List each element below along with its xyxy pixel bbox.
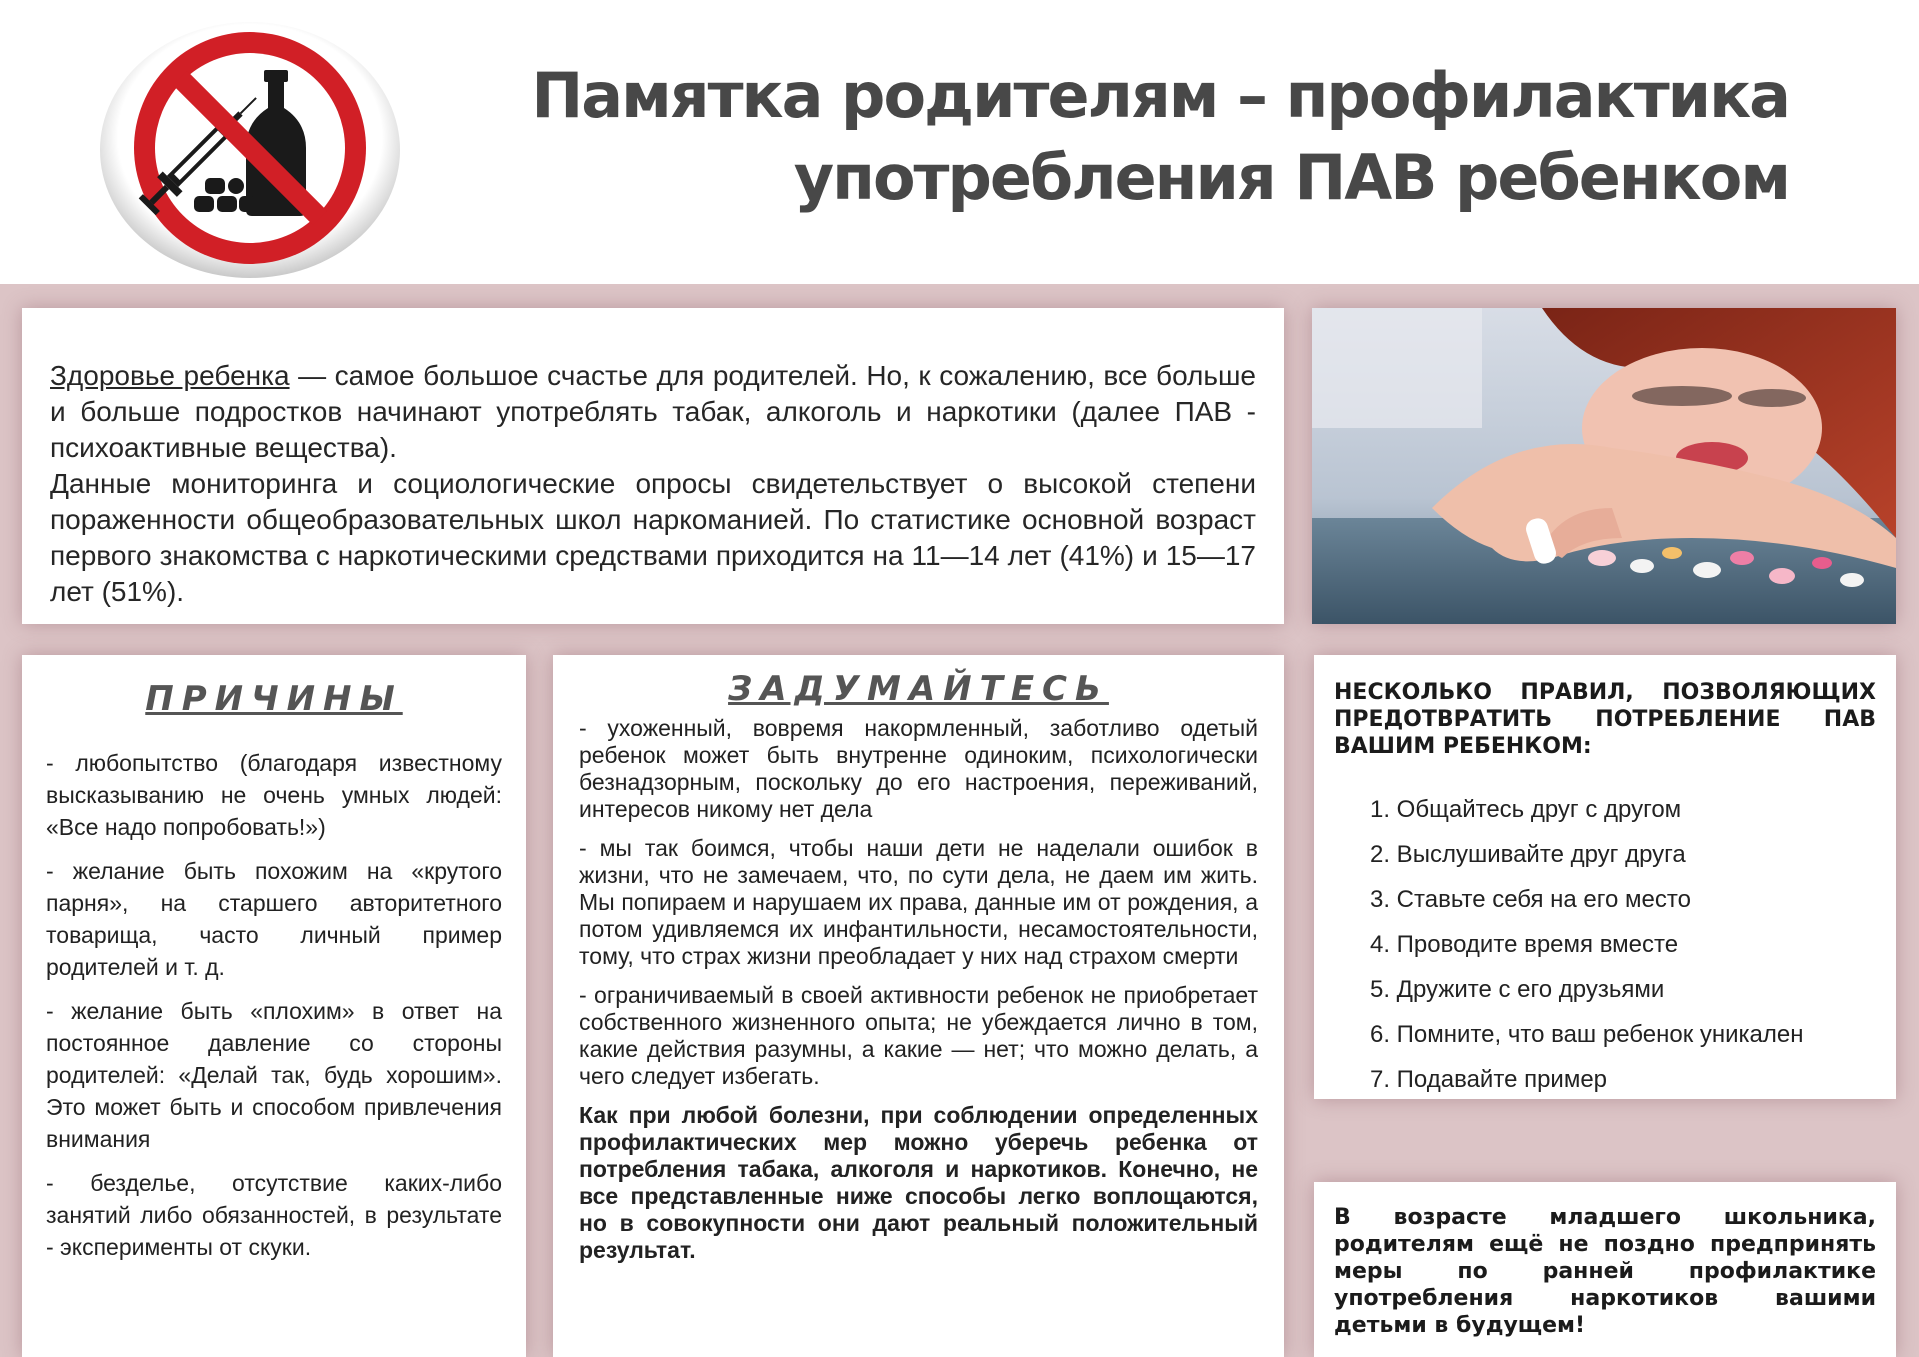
page-title bbox=[531, 55, 1789, 219]
title-line-1: Памятка родителям – профилактика bbox=[531, 59, 1789, 132]
think-item-3: - ограничиваемый в своей активности ребенок не приобретает собственного жизненного опыта; не убеждается лично в том, какие действия разумны, а какие — нет; что можно делать, а чего следует избегать. bbox=[579, 982, 1258, 1089]
final-note-panel bbox=[1314, 1182, 1896, 1357]
final-note-text: В возрасте младшего школьника, родителям ещё не поздно предпринять меры по ранней профилактике употребления наркотиков вашими детьми в будущем! bbox=[1334, 1205, 1876, 1338]
rule-item-1: 1. Общайтесь друг с другом bbox=[1370, 796, 1682, 823]
intro-paragraph-2: Данные мониторинга и социологические опросы свидетельствует о высокой степени пораженности общеобразовательных школ наркоманией. По статистике основной возраст первого знакомства с наркотическими средствами приходится на 11—14 лет (41%) и 15—17 лет (51%). bbox=[50, 468, 1256, 607]
intro-paragraph bbox=[50, 358, 1256, 466]
rule-item-4: 4. Проводите время вместе bbox=[1370, 931, 1679, 958]
rule-item-6: 6. Помните, что ваш ребенок уникален bbox=[1370, 1021, 1804, 1048]
intro-text: — самое большое счастье для родителей. Но, к сожалению, все больше и больше подростков начинают употреблять табак, алкоголь и наркотики (далее ПАВ - психоактивные вещества). bbox=[50, 360, 1256, 463]
rules-panel bbox=[1314, 655, 1896, 1099]
no-drugs-alcohol-sign-icon bbox=[100, 18, 400, 278]
think-item-2: - мы так боимся, чтобы наши дети не наделали ошибок в жизни, что не замечаем, что, по сути дела, не даем им жить. Мы попираем и нарушаем их права, данные им от рождения, а потом удивляемся их инфантильности, несамостоятельности, тому, что страх жизни преобладает у них над страхом смерти bbox=[579, 835, 1258, 969]
title-line-2: употребления ПАВ ребенком bbox=[793, 141, 1789, 214]
rule-item-2: 2. Выслушивайте друг друга bbox=[1370, 841, 1686, 868]
causes-panel bbox=[22, 655, 526, 1357]
rule-item-5: 5. Дружите с его друзьями bbox=[1370, 976, 1665, 1003]
header bbox=[0, 0, 1919, 284]
content-area bbox=[0, 284, 1919, 1357]
rule-item-7: 7. Подавайте пример bbox=[1370, 1066, 1608, 1093]
girl-with-pills-photo-icon bbox=[1312, 308, 1896, 624]
cause-item-3: - желание быть «плохим» в ответ на постоянное давление со стороны родителей: «Делай так, будь хорошим». Это может быть и способом привлечения внимания bbox=[46, 998, 502, 1152]
causes-title: ПРИЧИНЫ bbox=[145, 679, 403, 719]
rules-title: НЕСКОЛЬКО ПРАВИЛ, ПОЗВОЛЯЮЩИХ ПРЕДОТВРАТИТЬ ПОТРЕБЛЕНИЕ ПАВ ВАШИМ РЕБЕНКОМ: bbox=[1334, 680, 1876, 759]
think-item-1: - ухоженный, вовремя накормленный, заботливо одетый ребенок может быть внутренне одиноким, психологически безнадзорным, поскольку до его настроения, переживаний, интересов никому нет дела bbox=[579, 715, 1258, 822]
cause-item-4: - безделье, отсутствие каких-либо занятий либо обязанностей, в результате - эксперименты от скуки. bbox=[46, 1170, 502, 1260]
think-title: ЗАДУМАЙТЕСЬ bbox=[728, 669, 1109, 709]
cause-item-1: - любопытство (благодаря известному высказыванию не очень умных людей: «Все надо попробовать!») bbox=[46, 750, 502, 840]
photo-panel bbox=[1312, 308, 1896, 624]
think-panel bbox=[553, 655, 1284, 1357]
intro-panel bbox=[22, 308, 1284, 624]
cause-item-2: - желание быть похожим на «крутого парня», на старшего авторитетного товарища, часто личный пример родителей и т. д. bbox=[46, 858, 502, 980]
intro-highlight: Здоровье ребенка bbox=[50, 360, 290, 391]
think-conclusion: Как при любой болезни, при соблюдении определенных профилактических мер можно уберечь ребенка от потребления табака, алкоголя и наркотиков. Конечно, не все представленные ниже способы легко воплощаются, но в совокупности они дают реальный положительный результат. bbox=[579, 1102, 1258, 1263]
rules-list bbox=[1334, 794, 1876, 1096]
rule-item-3: 3. Ставьте себя на его место bbox=[1370, 886, 1691, 913]
